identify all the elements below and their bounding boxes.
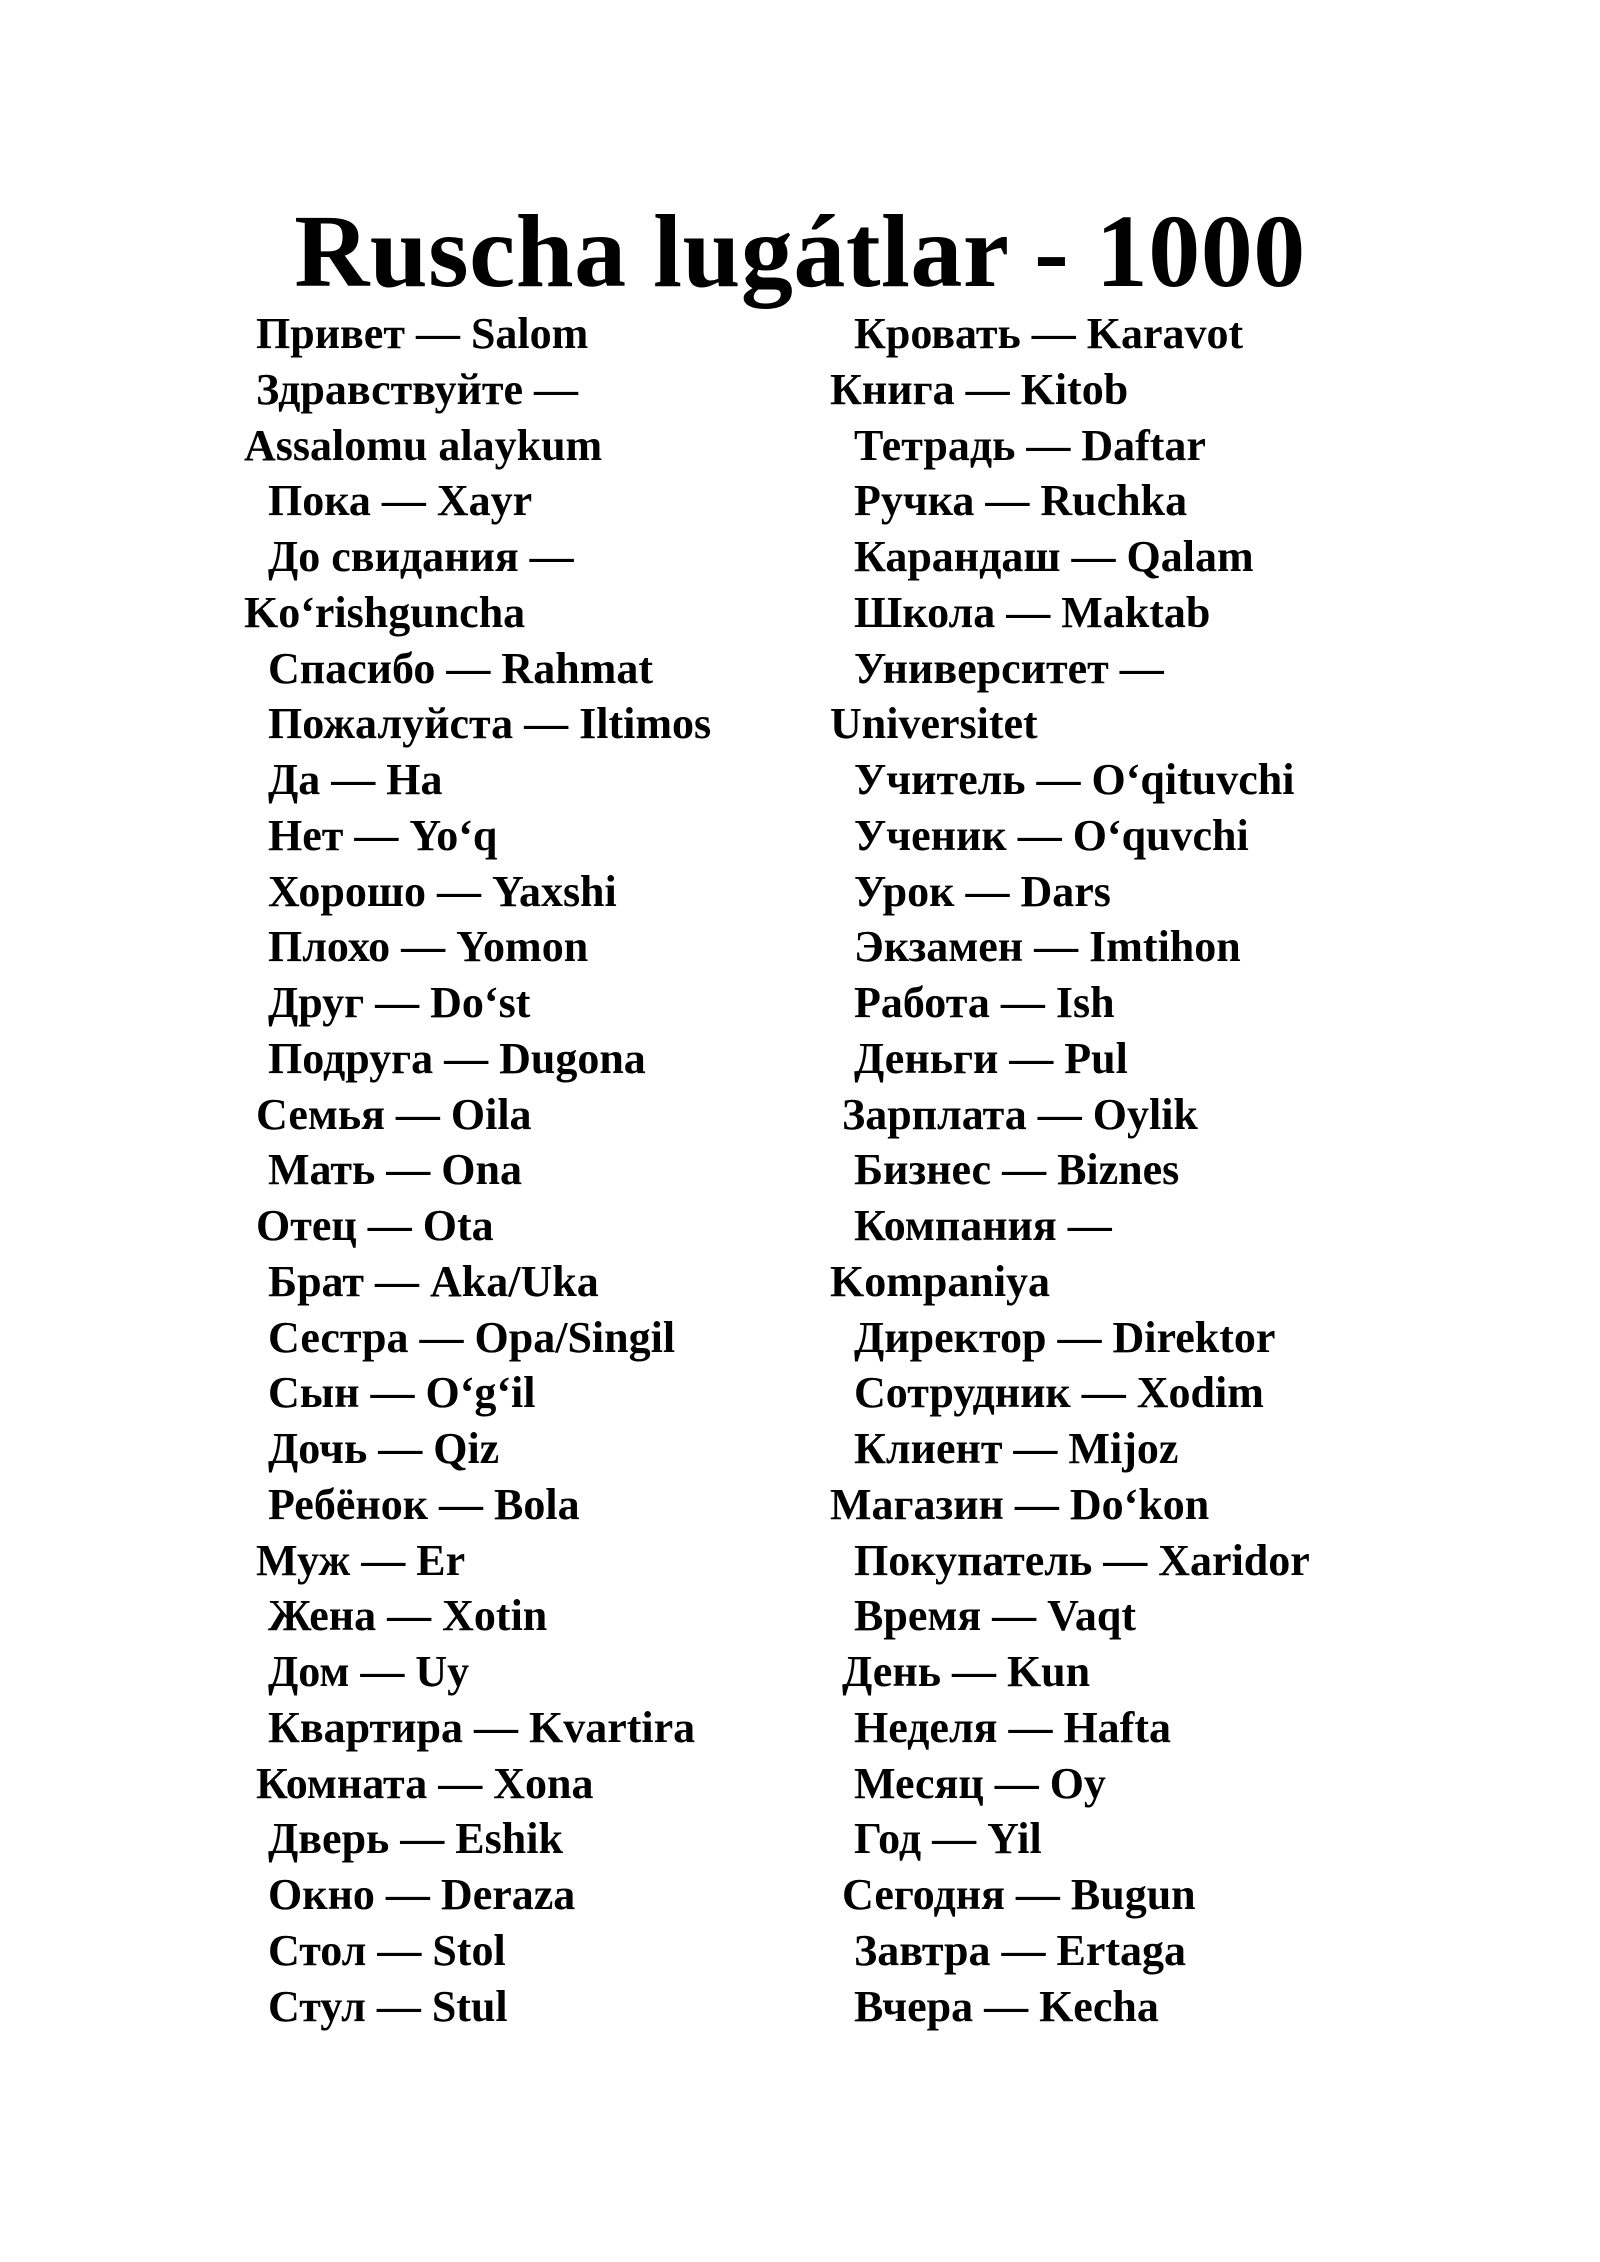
vocabulary-line: Университет — <box>854 643 1164 693</box>
vocabulary-line: Тетрадь — Daftar <box>854 420 1206 470</box>
vocabulary-line: Муж — Er <box>256 1535 466 1585</box>
vocabulary-line: Сын — O‘g‘il <box>268 1368 536 1418</box>
vocabulary-line: Дочь — Qiz <box>268 1424 500 1473</box>
vocabulary-line: Плохо — Yomon <box>268 922 589 972</box>
vocabulary-line: Да — Ha <box>268 755 443 804</box>
vocabulary-line: День — Kun <box>842 1647 1091 1696</box>
vocabulary-line: Сестра — Opa/Singil <box>268 1312 676 1362</box>
vocabulary-line: Мать — Ona <box>268 1145 522 1195</box>
vocabulary-line: Деньги — Pul <box>854 1033 1128 1083</box>
vocabulary-line: Ko‘rishguncha <box>244 587 526 637</box>
vocabulary-line: Квартира — Kvartira <box>268 1702 696 1752</box>
vocabulary-line: Ручка — Ruchka <box>854 476 1188 526</box>
vocabulary-line: Kompaniya <box>830 1256 1051 1306</box>
vocabulary-line: Работа — Ish <box>854 978 1115 1027</box>
vocabulary-line: Стол — Stol <box>268 1925 506 1975</box>
vocabulary-line: Сотрудник — Xodim <box>854 1368 1264 1418</box>
vocabulary-line: Дом — Uy <box>268 1647 470 1696</box>
vocabulary-line: Клиент — Mijoz <box>854 1424 1179 1473</box>
vocabulary-line: Друг — Do‘st <box>268 978 531 1027</box>
vocabulary-line: Стул — Stul <box>268 1981 508 2031</box>
vocabulary-line: Хорошо — Yaxshi <box>268 866 617 916</box>
vocabulary-line: Книга — Kitob <box>830 364 1129 414</box>
vocabulary-line: Спасибо — Rahmat <box>268 643 653 693</box>
vocabulary-line: Зарплата — Oylik <box>842 1089 1198 1139</box>
vocabulary-line: До свидания — <box>268 532 574 581</box>
vocabulary-line: Магазин — Do‘kon <box>830 1479 1210 1529</box>
vocabulary-column-left <box>244 306 804 2034</box>
vocabulary-line: Год — Yil <box>854 1814 1042 1864</box>
vocabulary-line: Пожалуйста — Iltimos <box>268 699 712 749</box>
vocabulary-line: Ученик — O‘quvchi <box>854 810 1249 860</box>
vocabulary-line: Вчера — Kecha <box>854 1981 1159 2031</box>
vocabulary-line: Жена — Xotin <box>268 1591 548 1641</box>
vocabulary-line: Universitet <box>830 699 1038 749</box>
vocabulary-line: Покупатель — Xaridor <box>854 1535 1310 1585</box>
vocabulary-line: Привет — Salom <box>256 309 589 358</box>
vocabulary-line: Кровать — Karavot <box>854 309 1244 358</box>
vocabulary-line: Подруга — Dugona <box>268 1033 646 1083</box>
vocabulary-line: Месяц — Oy <box>854 1758 1106 1808</box>
vocabulary-line: Комната — Xona <box>256 1758 594 1808</box>
vocabulary-line: Компания — <box>854 1201 1112 1250</box>
vocabulary-line: Отец — Ota <box>256 1201 494 1250</box>
vocabulary-line: Здравствуйте — <box>256 364 579 414</box>
vocabulary-line: Учитель — O‘qituvchi <box>854 755 1295 804</box>
vocabulary-line: Сегодня — Bugun <box>842 1870 1196 1919</box>
vocabulary-line: Нет — Yo‘q <box>268 810 498 860</box>
vocabulary-line: Пока — Xayr <box>268 476 533 526</box>
vocabulary-line: Школа — Maktab <box>854 587 1211 637</box>
vocabulary-line: Окно — Deraza <box>268 1870 576 1919</box>
vocabulary-column-right <box>830 306 1390 2034</box>
vocabulary-line: Бизнес — Biznes <box>854 1145 1180 1195</box>
vocabulary-line: Экзамен — Imtihon <box>854 922 1241 972</box>
vocabulary-line: Брат — Aka/Uka <box>268 1256 599 1306</box>
vocabulary-line: Карандаш — Qalam <box>854 532 1254 581</box>
vocabulary-line: Семья — Oila <box>256 1089 532 1139</box>
vocabulary-line: Урок — Dars <box>854 866 1111 916</box>
page-title: Ruscha lugátlar - 1000 <box>294 194 1306 309</box>
vocabulary-line: Дверь — Eshik <box>268 1814 563 1864</box>
vocabulary-line: Завтра — Ertaga <box>854 1925 1187 1975</box>
vocabulary-line: Неделя — Hafta <box>854 1702 1171 1752</box>
vocabulary-line: Assalomu alaykum <box>244 420 603 470</box>
vocabulary-line: Время — Vaqt <box>854 1591 1136 1641</box>
vocabulary-line: Ребёнок — Bola <box>268 1479 580 1529</box>
vocabulary-line: Директор — Direktor <box>854 1312 1276 1362</box>
